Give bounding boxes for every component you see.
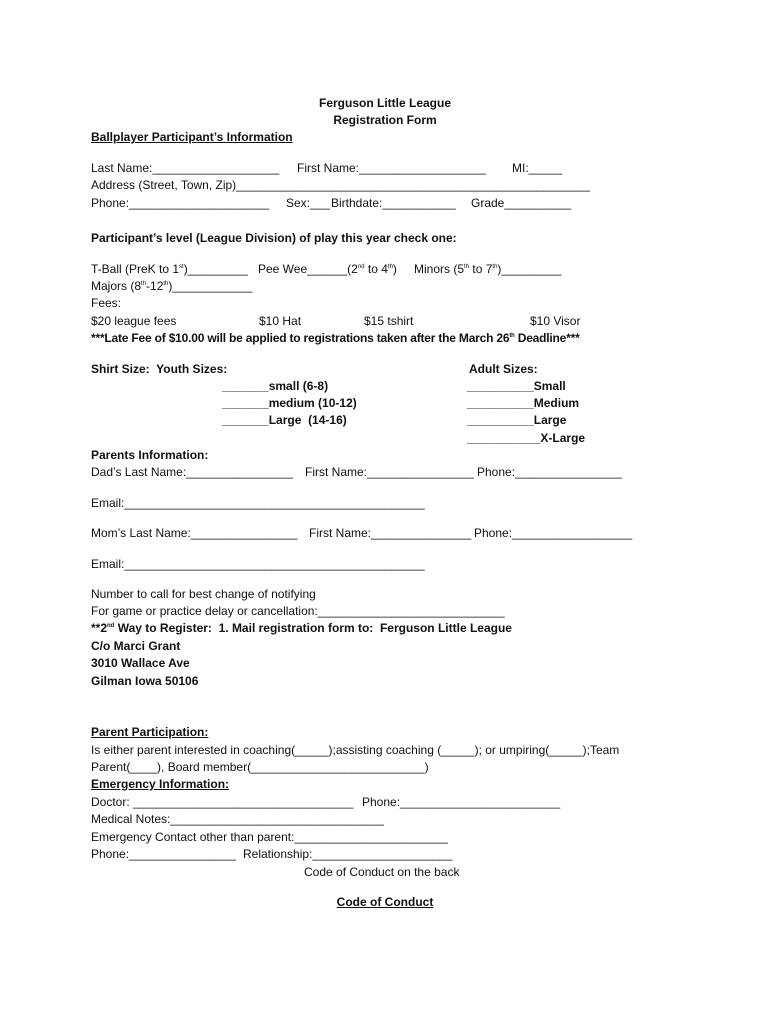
mail-address-line-3: Gilman Iowa 50106 [91,674,199,688]
sex-field[interactable]: Sex:___ [286,196,331,210]
late-fee-text-2: Deadline*** [514,331,580,345]
mail-instructions [91,621,512,635]
code-of-conduct-note: Code of Conduct on the back [304,865,460,879]
medical-notes-field[interactable]: Medical Notes:________________________________ [91,812,384,826]
tball-option[interactable] [91,262,248,276]
hat-fee: $10 Hat [259,314,302,328]
dad-last-name-field[interactable]: Dad’s Last Name:________________ [91,465,293,479]
doctor-field[interactable]: Doctor: _________________________________ [91,795,354,809]
late-fee-notice [91,331,580,345]
late-fee-sup: th [509,333,515,339]
tshirt-fee: $15 tshirt [364,314,414,328]
peewee-text-3: ) [392,262,397,276]
participation-heading: Parent Participation: [91,725,209,739]
adult-sizes-label: Adult Sizes: [469,362,538,376]
majors-option[interactable] [91,279,252,293]
mail-text-2: Way to Register: 1. Mail registration form to: Ferguson Little League [114,621,512,635]
form-title: Ferguson Little League [318,96,451,110]
dad-email-field[interactable]: Email:_____________________________________________ [91,496,425,510]
emergency-phone-field[interactable]: Phone:________________ [91,847,236,861]
form-subtitle: Registration Form [333,113,437,127]
dad-first-name-field[interactable]: First Name:________________ [305,465,474,479]
minors-option[interactable] [414,262,561,276]
late-fee-text: ***Late Fee of $10.00 will be applied to registrations taken after the March 26 [91,331,510,345]
dad-phone-field[interactable]: Phone:________________ [477,465,622,479]
parents-heading: Parents Information: [91,448,209,462]
minors-blank: )_________ [497,262,562,276]
participation-line-2[interactable]: Parent(____), Board member(__________________________) [91,760,429,774]
emergency-heading: Emergency Information: [91,777,230,791]
middle-initial-field[interactable]: MI:_____ [512,161,563,175]
mom-last-name-field[interactable]: Mom’s Last Name:________________ [91,526,298,540]
mom-phone-field[interactable]: Phone:__________________ [474,526,633,540]
participation-line-1[interactable]: Is either parent interested in coaching(_____);assisting coaching (_____); or umpiring(_____);Team [91,743,620,757]
mom-email-field[interactable]: Email:_____________________________________________ [91,557,425,571]
adult-size-medium[interactable]: __________Medium [467,396,580,410]
peewee-sup-1: nd [357,264,365,270]
peewee-text: Pee Wee______(2 [258,262,358,276]
code-of-conduct-heading: Code of Conduct [336,895,434,909]
relationship-field[interactable]: Relationship:_____________________ [243,847,453,861]
peewee-sup-2: th [387,264,393,270]
youth-size-small[interactable]: _______small (6-8) [222,379,329,393]
notify-line-1: Number to call for best change of notifying [91,587,316,601]
minors-text-2: to 7 [469,262,493,276]
fees-label: Fees: [91,296,122,310]
league-fee: $20 league fees [91,314,177,328]
ballplayer-heading: Ballplayer Participant’s Information [91,130,293,144]
mom-first-name-field[interactable]: First Name:_______________ [309,526,472,540]
grade-field[interactable]: Grade__________ [471,196,572,210]
minors-text: Minors (5 [414,262,465,276]
mail-sup: nd [107,623,115,629]
visor-fee: $10 Visor [530,314,581,328]
minors-sup-2: th [492,264,498,270]
majors-text-2: -12 [146,279,164,293]
first-name-field[interactable]: First Name:___________________ [297,161,486,175]
youth-size-large[interactable]: _______Large (14-16) [222,413,347,427]
mail-address-line-2: 3010 Wallace Ave [91,656,190,670]
majors-text: Majors (8 [91,279,142,293]
level-heading: Participant’s level (League Division) of play this year check one: [91,231,457,245]
notify-phone-field[interactable]: For game or practice delay or cancellation:____________________________ [91,604,505,618]
tball-sup: st [179,264,184,270]
last-name-field[interactable]: Last Name:___________________ [91,161,280,175]
adult-size-large[interactable]: __________Large [467,413,567,427]
doctor-phone-field[interactable]: Phone:________________________ [362,795,561,809]
shirt-size-label: Shirt Size: Youth Sizes: [91,362,228,376]
majors-blank: )____________ [168,279,253,293]
peewee-option[interactable] [258,262,397,276]
phone-field[interactable]: Phone:_____________________ [91,196,270,210]
mail-address-line-1: C/o Marci Grant [91,639,181,653]
tball-text: T-Ball (PreK to 1 [91,262,180,276]
peewee-text-2: to 4 [364,262,388,276]
majors-sup-2: th [163,281,169,287]
adult-size-small[interactable]: __________Small [467,379,566,393]
tball-blank: )_________ [183,262,248,276]
minors-sup-1: th [464,264,470,270]
emergency-contact-field[interactable]: Emergency Contact other than parent:_______________________ [91,830,448,844]
youth-size-medium[interactable]: _______medium (10-12) [222,396,357,410]
adult-size-xlarge[interactable]: ___________X-Large [467,431,586,445]
address-field[interactable]: Address (Street, Town, Zip)_____________________________________________________ [91,178,590,192]
majors-sup-1: th [141,281,147,287]
mail-text: **2 [91,621,108,635]
birthdate-field[interactable]: Birthdate:___________ [331,196,456,210]
